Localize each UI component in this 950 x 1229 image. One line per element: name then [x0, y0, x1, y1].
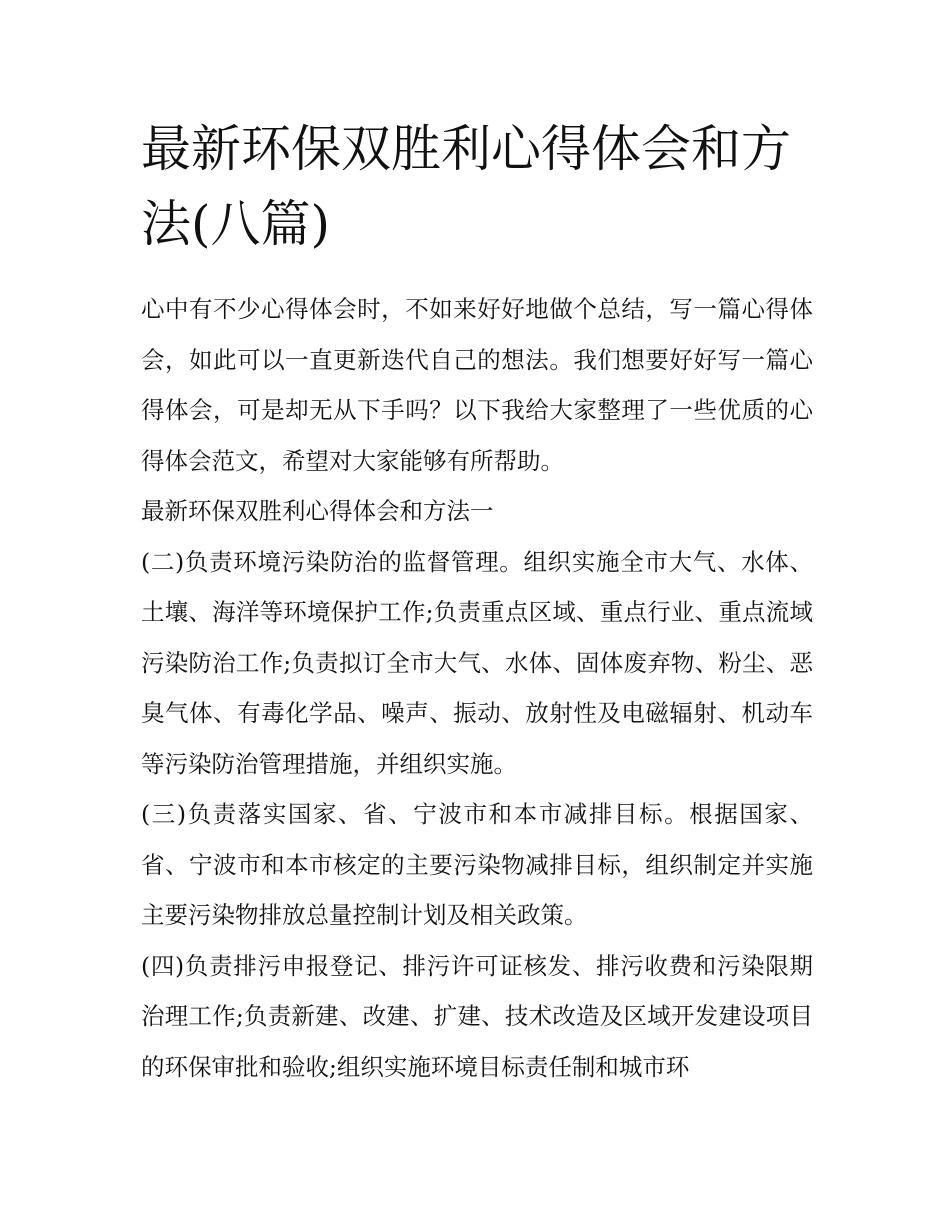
intro-paragraph: 心中有不少心得体会时，不如来好好地做个总结，写一篇心得体会，如此可以一直更新迭代自己的想法。我们想要好好写一篇心得体会，可是却无从下手吗？以下我给大家整理了一些优质的心得体会范文，希望对大家能够有所帮助。 — [141, 295, 813, 475]
body-paragraph: (三)负责落实国家、省、宁波市和本市减排目标。根据国家、省、宁波市和本市核定的主要污染物减排目标，组织制定并实施主要污染物排放总量控制计划及相关政策。 — [141, 800, 813, 929]
section-heading: 最新环保双胜利心得体会和方法一 — [141, 497, 494, 525]
body-paragraph: (二)负责环境污染防治的监督管理。组织实施全市大气、水体、土壤、海洋等环境保护工作;负责重点区域、重点行业、重点流域污染防治工作;负责拟订全市大气、水体、固体废弃物、粉尘、恶臭气体、有毒化学品、噪声、振动、放射性及电磁辐射、机动车等污染防治管理措施，并组织实施。 — [141, 547, 813, 778]
body-paragraph: (四)负责排污申报登记、排污许可证核发、排污收费和污染限期治理工作;负责新建、改建、扩建、技术改造及区域开发建设项目的环保审批和验收;组织实施环境目标责任制和城市环 — [141, 951, 813, 1081]
document-body — [141, 112, 813, 1092]
document-title: 最新环保双胜利心得体会和方法(八篇) — [141, 120, 791, 253]
